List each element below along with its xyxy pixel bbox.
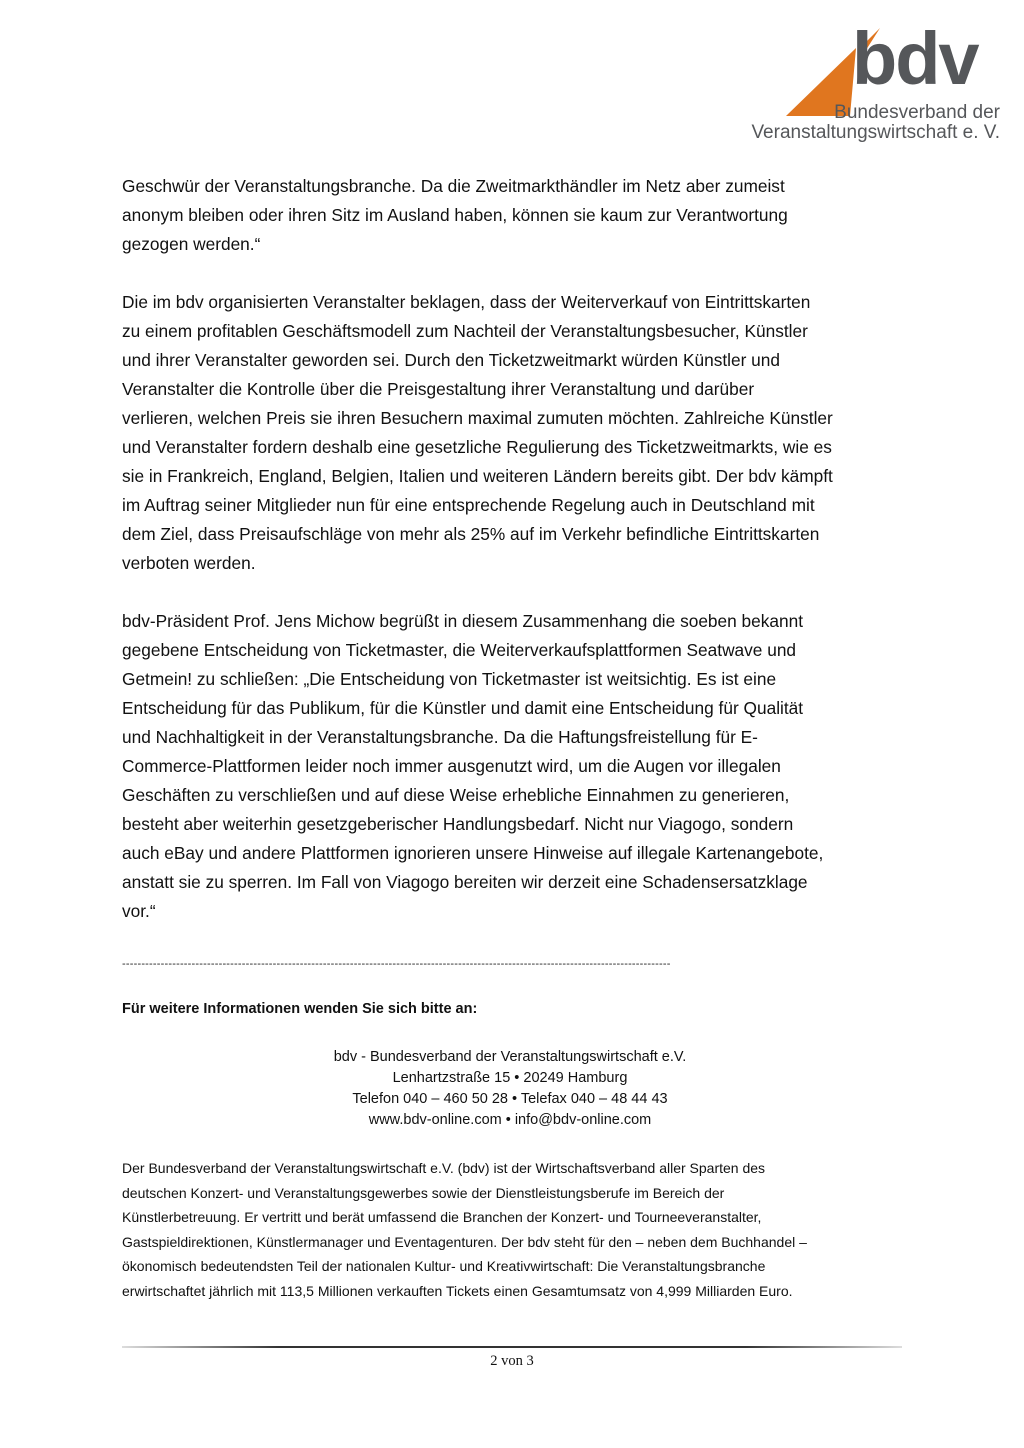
text-line: gegebene Entscheidung von Ticketmaster, die Weiterverkaufsplattformen Seatwave und bbox=[122, 640, 797, 660]
footer-rule bbox=[122, 1346, 902, 1348]
text-line: auch eBay und andere Plattformen ignorieren unsere Hinweise auf illegale Kartenangebote, bbox=[122, 843, 824, 863]
text-line: Entscheidung für das Publikum, für die Künstler und damit eine Entscheidung für Qualität bbox=[122, 698, 804, 718]
text-line: deutschen Konzert- und Veranstaltungsgewerbes sowie der Dienstleistungsberufe im Bereich der bbox=[122, 1184, 725, 1201]
text-line: bdv-Präsident Prof. Jens Michow begrüßt in diesem Zusammenhang die soeben bekannt bbox=[122, 611, 804, 631]
text-line: verboten werden. bbox=[122, 553, 256, 573]
about-paragraph bbox=[122, 1156, 912, 1303]
text-line: Commerce-Plattformen leider noch immer ausgenutzt wird, um die Augen vor illegalen bbox=[122, 756, 781, 776]
text-line: erwirtschaftet jährlich mit 113,5 Millionen verkauften Tickets einen Gesamtumsatz von 4,999 Milliarden Euro. bbox=[122, 1282, 793, 1299]
text-line: besteht aber weiterhin gesetzgeberischer Handlungsbedarf. Nicht nur Viagogo, sondern bbox=[122, 814, 794, 834]
text-line: im Auftrag seiner Mitglieder nun für eine entsprechende Regelung auch in Deutschland mit bbox=[122, 495, 815, 515]
dashed-divider: ---------------------------------------------------------------------------------------------------------------------------------------------- bbox=[122, 958, 671, 970]
text-line: und ihrer Veranstalter geworden sei. Durch den Ticketzweitmarkt würden Künstler und bbox=[122, 350, 780, 370]
text-line: und Nachhaltigkeit in der Veranstaltungsbranche. Da die Haftungsfreistellung für E- bbox=[122, 727, 758, 747]
text-line: Die im bdv organisierten Veranstalter beklagen, dass der Weiterverkauf von Eintrittskarten bbox=[122, 292, 811, 312]
contact-address: Lenhartzstraße 15 • 20249 Hamburg bbox=[392, 1070, 628, 1086]
text-line: gezogen werden.“ bbox=[122, 234, 261, 254]
text-line: und Veranstalter fordern deshalb eine gesetzliche Regulierung des Ticketzweitmarkts, wie es bbox=[122, 437, 832, 457]
text-line: vor.“ bbox=[122, 901, 156, 921]
paragraph-3 bbox=[122, 607, 902, 926]
logo-tagline-line2: Veranstaltungswirtschaft e. V. bbox=[751, 122, 1000, 143]
contact-web-email[interactable]: www.bdv-online.com • info@bdv-online.com bbox=[368, 1112, 652, 1128]
text-line: Getmein! zu schließen: „Die Entscheidung von Ticketmaster ist weitsichtig. Es ist eine bbox=[122, 669, 777, 689]
text-line: Geschäften zu verschließen und auf diese Weise erhebliche Einnahmen zu generieren, bbox=[122, 785, 790, 805]
contact-block bbox=[260, 1047, 760, 1131]
logo-wordmark: bdv bbox=[852, 17, 978, 100]
page-number: 2 von 3 bbox=[490, 1353, 534, 1369]
text-line: Künstlerbetreuung. Er vertritt und berät umfassend die Branchen der Konzert- und Tourneeveranstalter, bbox=[122, 1209, 762, 1225]
contact-heading: Für weitere Informationen wenden Sie sich bitte an: bbox=[122, 1001, 478, 1017]
text-line: verlieren, welchen Preis sie ihren Besuchern maximal zumuten möchten. Zahlreiche Künstler bbox=[122, 408, 833, 428]
text-line: zu einem profitablen Geschäftsmodell zum Nachteil der Veranstaltungsbesucher, Künstler bbox=[122, 321, 808, 341]
paragraph-2 bbox=[122, 288, 902, 578]
text-line: sie in Frankreich, England, Belgien, Italien und weiteren Ländern bereits gibt. Der bdv kämpft bbox=[122, 466, 833, 486]
paragraph-1 bbox=[122, 172, 902, 259]
text-line: anstatt sie zu sperren. Im Fall von Viagogo bereiten wir derzeit eine Schadensersatzklage bbox=[122, 872, 808, 892]
text-line: anonym bleiben oder ihren Sitz im Ausland haben, können sie kaum zur Verantwortung bbox=[122, 205, 788, 225]
text-line: Geschwür der Veranstaltungsbranche. Da die Zweitmarkthändler im Netz aber zumeist bbox=[122, 176, 785, 196]
text-line: dem Ziel, dass Preisaufschläge von mehr als 25% auf im Verkehr befindliche Eintrittskarten bbox=[122, 524, 820, 544]
contact-phone: Telefon 040 – 460 50 28 • Telefax 040 – 48 44 43 bbox=[352, 1091, 668, 1107]
contact-org: bdv - Bundesverband der Veranstaltungswirtschaft e.V. bbox=[333, 1049, 687, 1065]
logo-tagline-line1: Bundesverband der bbox=[834, 102, 1000, 123]
text-line: ökonomisch bedeutendsten Teil der nationalen Kultur- und Kreativwirtschaft: Die Veranstaltungsbranche bbox=[122, 1258, 766, 1274]
text-line: Veranstalter die Kontrolle über die Preisgestaltung ihrer Veranstaltung und darüber bbox=[122, 379, 755, 399]
text-line: Gastspieldirektionen, Künstlermanager und Eventagenturen. Der bdv steht für den – neben dem Buchhandel – bbox=[122, 1233, 807, 1250]
bdv-logo bbox=[751, 17, 1006, 144]
text-line: Der Bundesverband der Veranstaltungswirtschaft e.V. (bdv) ist der Wirtschaftsverband aller Sparten des bbox=[122, 1160, 766, 1176]
